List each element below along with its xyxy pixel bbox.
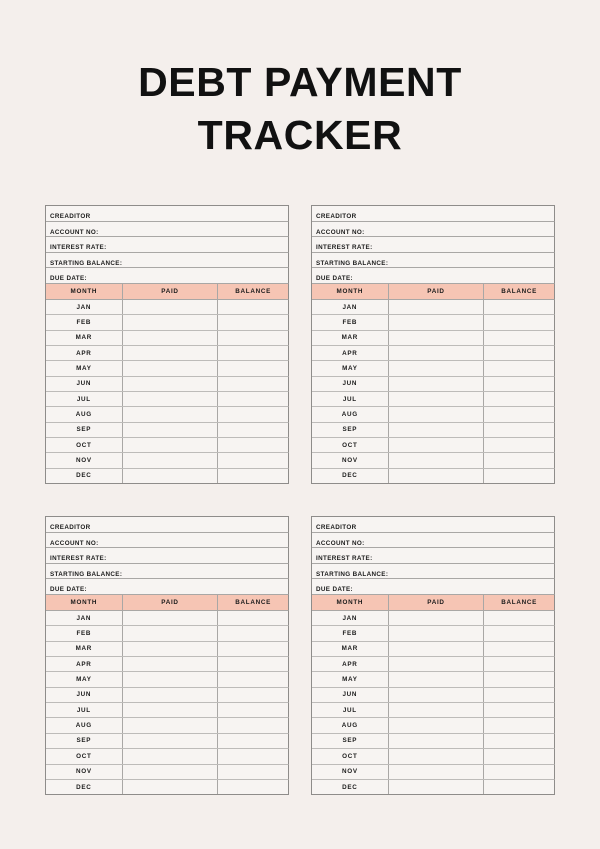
table-row (46, 377, 289, 392)
table-row (46, 300, 289, 315)
info-label: DUE DATE: (50, 275, 87, 283)
paid-input-cell[interactable] (123, 423, 219, 437)
info-row-due-date[interactable] (312, 268, 555, 284)
balance-input-cell[interactable] (218, 453, 288, 467)
table-row (312, 407, 555, 422)
month-label: AUG (46, 718, 123, 732)
month-label: MAR (312, 642, 389, 656)
balance-input-cell[interactable] (484, 423, 554, 437)
table-row (312, 657, 555, 672)
info-label: DUE DATE: (50, 586, 87, 594)
month-label: JUN (46, 377, 123, 391)
page-title (0, 56, 600, 162)
month-label: DEC (46, 780, 123, 794)
paid-input-cell[interactable] (389, 626, 485, 640)
table-row (46, 657, 289, 672)
info-label: STARTING BALANCE: (50, 259, 123, 267)
balance-input-cell[interactable] (218, 611, 288, 625)
paid-input-cell[interactable] (123, 688, 219, 702)
table-row (312, 672, 555, 687)
paid-input-cell[interactable] (123, 734, 219, 748)
info-row-starting-balance[interactable] (312, 564, 555, 580)
balance-input-cell[interactable] (218, 423, 288, 437)
info-row-interest-rate[interactable] (312, 237, 555, 253)
balance-input-cell[interactable] (484, 626, 554, 640)
month-label: OCT (46, 749, 123, 763)
column-header-row (312, 595, 555, 611)
paid-input-cell[interactable] (123, 718, 219, 732)
table-row (46, 346, 289, 361)
month-label: FEB (46, 315, 123, 329)
table-row (46, 315, 289, 330)
paid-input-cell[interactable] (123, 626, 219, 640)
balance-input-cell[interactable] (484, 377, 554, 391)
paid-input-cell[interactable] (389, 657, 485, 671)
month-label: APR (312, 346, 389, 360)
balance-input-cell[interactable] (218, 300, 288, 314)
info-row-account-no[interactable] (312, 222, 555, 238)
month-label: APR (46, 657, 123, 671)
table-row (46, 407, 289, 422)
info-row-account-no[interactable] (46, 533, 289, 549)
balance-input-cell[interactable] (484, 672, 554, 686)
paid-input-cell[interactable] (123, 392, 219, 406)
month-label: SEP (46, 734, 123, 748)
month-label: AUG (46, 407, 123, 421)
month-label: MAY (312, 361, 389, 375)
table-row (312, 361, 555, 376)
balance-input-cell[interactable] (218, 392, 288, 406)
paid-input-cell[interactable] (123, 407, 219, 421)
balance-input-cell[interactable] (484, 765, 554, 779)
info-row-interest-rate[interactable] (46, 548, 289, 564)
balance-input-cell[interactable] (484, 703, 554, 717)
table-row (46, 392, 289, 407)
info-label: STARTING BALANCE: (50, 570, 123, 578)
table-row (46, 780, 289, 795)
balance-input-cell[interactable] (484, 734, 554, 748)
table-row (312, 703, 555, 718)
table-row (46, 331, 289, 346)
balance-input-cell[interactable] (484, 438, 554, 452)
column-header-paid: PAID (123, 284, 219, 299)
month-label: OCT (312, 438, 389, 452)
tracker-grid (45, 205, 555, 795)
paid-input-cell[interactable] (389, 453, 485, 467)
info-label: INTEREST RATE: (316, 555, 373, 563)
balance-input-cell[interactable] (218, 703, 288, 717)
info-label: INTEREST RATE: (316, 244, 373, 252)
column-header-balance: BALANCE (501, 599, 537, 607)
info-label: DUE DATE: (316, 275, 353, 283)
balance-input-cell[interactable] (218, 718, 288, 732)
month-label: JAN (312, 611, 389, 625)
paid-input-cell[interactable] (123, 438, 219, 452)
paid-input-cell[interactable] (389, 765, 485, 779)
balance-input-cell[interactable] (218, 438, 288, 452)
table-row (46, 765, 289, 780)
month-label: JAN (46, 611, 123, 625)
paid-input-cell[interactable] (123, 657, 219, 671)
info-row-starting-balance[interactable] (46, 564, 289, 580)
month-label: OCT (312, 749, 389, 763)
table-row (312, 718, 555, 733)
balance-input-cell[interactable] (484, 657, 554, 671)
paid-input-cell[interactable] (389, 703, 485, 717)
balance-input-cell[interactable] (484, 642, 554, 656)
month-label: AUG (312, 407, 389, 421)
balance-input-cell[interactable] (484, 718, 554, 732)
table-row (46, 469, 289, 484)
balance-input-cell[interactable] (218, 469, 288, 483)
month-label: JUL (46, 703, 123, 717)
paid-input-cell[interactable] (123, 361, 219, 375)
info-row-creaditor[interactable] (46, 517, 289, 533)
paid-input-cell[interactable] (389, 672, 485, 686)
month-label: MAY (312, 672, 389, 686)
month-label: MAR (46, 642, 123, 656)
month-label: JAN (312, 300, 389, 314)
paid-input-cell[interactable] (389, 423, 485, 437)
info-row-creaditor[interactable] (46, 206, 289, 222)
balance-input-cell[interactable] (218, 672, 288, 686)
table-row (312, 346, 555, 361)
balance-input-cell[interactable] (218, 331, 288, 345)
paid-input-cell[interactable] (123, 331, 219, 345)
table-row (46, 688, 289, 703)
table-row (46, 718, 289, 733)
paid-input-cell[interactable] (389, 377, 485, 391)
paid-input-cell[interactable] (123, 642, 219, 656)
balance-input-cell[interactable] (218, 734, 288, 748)
month-label: SEP (46, 423, 123, 437)
table-row (46, 453, 289, 468)
balance-input-cell[interactable] (484, 749, 554, 763)
table-row (312, 377, 555, 392)
column-header-month: MONTH (46, 595, 123, 610)
column-header-balance: BALANCE (501, 287, 537, 295)
table-row (46, 703, 289, 718)
paid-input-cell[interactable] (389, 361, 485, 375)
table-row (46, 734, 289, 749)
balance-input-cell[interactable] (484, 361, 554, 375)
info-label: CREADITOR (316, 213, 357, 220)
table-row (312, 749, 555, 764)
column-header-balance: BALANCE (235, 599, 271, 607)
info-row-interest-rate[interactable] (46, 237, 289, 253)
balance-input-cell[interactable] (218, 346, 288, 360)
debt-tracker-card-top-left (45, 205, 289, 484)
paid-input-cell[interactable] (389, 392, 485, 406)
paid-input-cell[interactable] (389, 611, 485, 625)
month-label: MAY (46, 361, 123, 375)
paid-input-cell[interactable] (123, 300, 219, 314)
month-label: JUL (312, 703, 389, 717)
page-title-line-1: DEBT PAYMENT (138, 59, 462, 105)
paid-input-cell[interactable] (389, 346, 485, 360)
paid-input-cell[interactable] (389, 469, 485, 483)
month-label: DEC (312, 469, 389, 483)
paid-input-cell[interactable] (389, 438, 485, 452)
balance-input-cell[interactable] (218, 361, 288, 375)
month-label: NOV (312, 453, 389, 467)
month-label: DEC (312, 780, 389, 794)
balance-input-cell[interactable] (218, 407, 288, 421)
month-label: JAN (46, 300, 123, 314)
paid-input-cell[interactable] (123, 765, 219, 779)
month-label: MAY (46, 672, 123, 686)
table-row (46, 626, 289, 641)
balance-input-cell[interactable] (484, 300, 554, 314)
info-label: DUE DATE: (316, 586, 353, 594)
paid-input-cell[interactable] (123, 377, 219, 391)
info-row-creaditor[interactable] (312, 517, 555, 533)
table-row (46, 611, 289, 626)
paid-input-cell[interactable] (123, 749, 219, 763)
balance-input-cell[interactable] (218, 377, 288, 391)
debt-tracker-card-bottom-right (311, 516, 555, 795)
paid-input-cell[interactable] (123, 346, 219, 360)
paid-input-cell[interactable] (389, 780, 485, 794)
column-header-paid: PAID (123, 595, 219, 610)
month-label: OCT (46, 438, 123, 452)
month-label: APR (46, 346, 123, 360)
table-row (46, 361, 289, 376)
info-row-creaditor[interactable] (312, 206, 555, 222)
info-label: ACCOUNT NO: (50, 539, 99, 547)
info-row-account-no[interactable] (312, 533, 555, 549)
column-header-month: MONTH (312, 284, 389, 299)
info-label: ACCOUNT NO: (316, 228, 365, 236)
balance-input-cell[interactable] (218, 780, 288, 794)
table-row (46, 672, 289, 687)
table-row (312, 611, 555, 626)
info-row-due-date[interactable] (46, 268, 289, 284)
paid-input-cell[interactable] (123, 453, 219, 467)
paid-input-cell[interactable] (123, 469, 219, 483)
info-label: ACCOUNT NO: (50, 228, 99, 236)
month-label: FEB (312, 315, 389, 329)
table-row (46, 642, 289, 657)
month-label: JUL (46, 392, 123, 406)
table-row (312, 765, 555, 780)
page-title-line-2: TRACKER (197, 112, 403, 158)
balance-input-cell[interactable] (484, 469, 554, 483)
table-row (312, 315, 555, 330)
table-row (46, 438, 289, 453)
table-row (46, 749, 289, 764)
column-header-row (46, 595, 289, 611)
info-row-interest-rate[interactable] (312, 548, 555, 564)
info-row-starting-balance[interactable] (46, 253, 289, 269)
balance-input-cell[interactable] (218, 626, 288, 640)
info-label: INTEREST RATE: (50, 244, 107, 252)
month-label: NOV (46, 453, 123, 467)
column-header-balance: BALANCE (235, 287, 271, 295)
paid-input-cell[interactable] (389, 331, 485, 345)
paid-input-cell[interactable] (389, 718, 485, 732)
balance-input-cell[interactable] (484, 611, 554, 625)
info-row-due-date[interactable] (312, 579, 555, 595)
month-label: AUG (312, 718, 389, 732)
paid-input-cell[interactable] (123, 703, 219, 717)
paid-input-cell[interactable] (389, 642, 485, 656)
balance-input-cell[interactable] (484, 331, 554, 345)
month-label: JUN (312, 688, 389, 702)
info-row-due-date[interactable] (46, 579, 289, 595)
info-label: STARTING BALANCE: (316, 570, 389, 578)
info-row-account-no[interactable] (46, 222, 289, 238)
paid-input-cell[interactable] (389, 749, 485, 763)
table-row (312, 438, 555, 453)
info-label: CREADITOR (50, 213, 91, 220)
table-row (312, 331, 555, 346)
balance-input-cell[interactable] (218, 315, 288, 329)
column-header-paid: PAID (389, 595, 485, 610)
month-label: APR (312, 657, 389, 671)
info-label: STARTING BALANCE: (316, 259, 389, 267)
balance-input-cell[interactable] (484, 453, 554, 467)
balance-input-cell[interactable] (484, 407, 554, 421)
month-label: JUN (46, 688, 123, 702)
month-label: MAR (312, 331, 389, 345)
table-row (312, 688, 555, 703)
info-label: INTEREST RATE: (50, 555, 107, 563)
balance-input-cell[interactable] (484, 346, 554, 360)
balance-input-cell[interactable] (218, 657, 288, 671)
paid-input-cell[interactable] (389, 734, 485, 748)
balance-input-cell[interactable] (484, 780, 554, 794)
paid-input-cell[interactable] (123, 672, 219, 686)
info-label: CREADITOR (316, 524, 357, 532)
table-row (312, 423, 555, 438)
paid-input-cell[interactable] (389, 688, 485, 702)
balance-input-cell[interactable] (218, 765, 288, 779)
month-label: MAR (46, 331, 123, 345)
month-label: NOV (312, 765, 389, 779)
month-label: FEB (312, 626, 389, 640)
paid-input-cell[interactable] (389, 300, 485, 314)
column-header-paid: PAID (389, 284, 485, 299)
month-label: SEP (312, 734, 389, 748)
paid-input-cell[interactable] (123, 315, 219, 329)
table-row (312, 642, 555, 657)
balance-input-cell[interactable] (218, 688, 288, 702)
column-header-row (46, 284, 289, 300)
column-header-month: MONTH (46, 284, 123, 299)
debt-tracker-card-bottom-left (45, 516, 289, 795)
month-label: SEP (312, 423, 389, 437)
balance-input-cell[interactable] (484, 688, 554, 702)
table-row (312, 780, 555, 795)
info-row-starting-balance[interactable] (312, 253, 555, 269)
table-row (312, 300, 555, 315)
info-label: ACCOUNT NO: (316, 539, 365, 547)
paid-input-cell[interactable] (389, 315, 485, 329)
balance-input-cell[interactable] (484, 392, 554, 406)
table-row (312, 453, 555, 468)
column-header-row (312, 284, 555, 300)
month-label: NOV (46, 765, 123, 779)
paid-input-cell[interactable] (123, 780, 219, 794)
month-label: JUN (312, 377, 389, 391)
column-header-month: MONTH (312, 595, 389, 610)
month-label: JUL (312, 392, 389, 406)
info-label: CREADITOR (50, 524, 91, 532)
month-label: DEC (46, 469, 123, 483)
balance-input-cell[interactable] (218, 642, 288, 656)
table-row (312, 392, 555, 407)
balance-input-cell[interactable] (484, 315, 554, 329)
balance-input-cell[interactable] (218, 749, 288, 763)
table-row (46, 423, 289, 438)
table-row (312, 469, 555, 484)
paid-input-cell[interactable] (389, 407, 485, 421)
table-row (312, 734, 555, 749)
table-row (312, 626, 555, 641)
paid-input-cell[interactable] (123, 611, 219, 625)
debt-tracker-card-top-right (311, 205, 555, 484)
month-label: FEB (46, 626, 123, 640)
